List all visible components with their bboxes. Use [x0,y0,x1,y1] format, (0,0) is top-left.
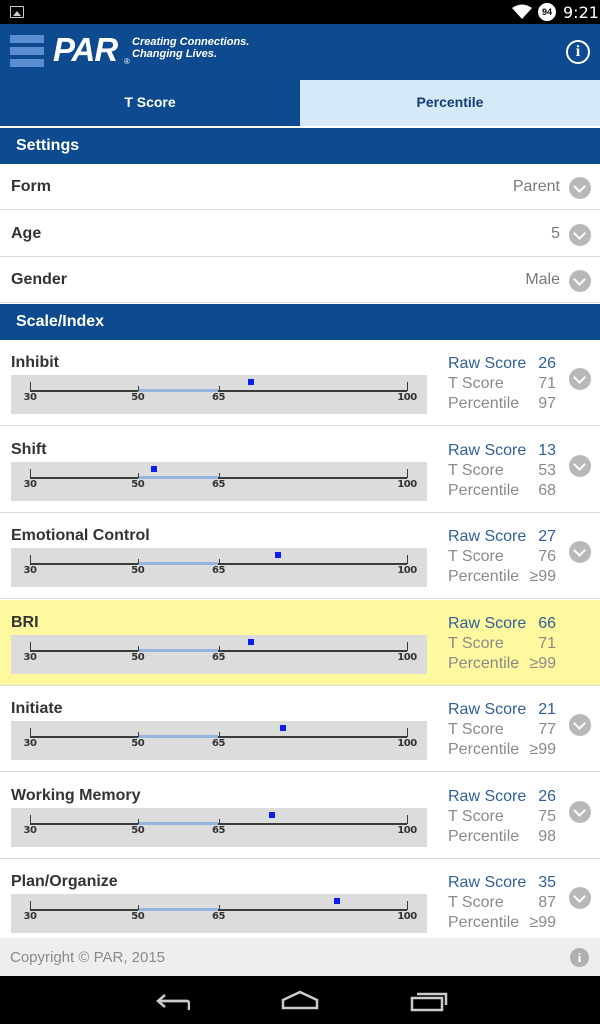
info-icon[interactable]: i [566,40,590,64]
back-icon[interactable] [154,990,190,1012]
raw-score-value: 13 [538,442,556,459]
axis-tick-label: 30 [23,392,37,403]
percentile-value: 98 [538,828,556,845]
axis-tick [30,642,31,651]
image-icon [10,6,24,18]
scale-bar [11,721,427,760]
score-summary [448,527,558,587]
chevron-down-icon[interactable] [569,455,591,477]
scale-bar [11,548,427,587]
setting-value: 5 [551,225,560,242]
axis-tick-label: 30 [23,479,37,490]
t-score-label: T Score [448,375,504,392]
axis-tick-label: 100 [397,738,417,749]
raw-score-label: Raw Score [448,528,527,545]
chevron-down-icon[interactable] [569,368,591,390]
tab-t-score[interactable]: T Score [124,94,176,110]
percentile-value: ≥99 [529,741,556,758]
axis-tick-label: 50 [131,392,145,403]
t-score-marker [269,812,275,818]
chevron-down-icon[interactable] [569,887,591,909]
logo-text: PAR [53,31,118,68]
raw-score-value: 27 [538,528,556,545]
average-range-band [138,562,219,565]
axis-tick-label: 100 [397,565,417,576]
axis-tick [219,905,220,910]
axis-tick [219,819,220,824]
axis-tick-label: 65 [212,825,225,836]
score-summary [448,787,558,847]
percentile-line [448,913,558,933]
t-score-value: 71 [538,375,556,392]
t-score-label: T Score [448,635,504,652]
raw-score-label: Raw Score [448,442,527,459]
raw-score-label: Raw Score [448,874,527,891]
t-score-label: T Score [448,721,504,738]
axis-tick [30,382,31,391]
average-range-band [138,822,219,825]
axis-tick [138,473,139,478]
average-range-band [138,389,219,392]
score-tabs [0,80,600,126]
axis-tick-label: 100 [397,652,417,663]
percentile-label: Percentile [448,482,520,499]
battery-icon: 94 [538,3,556,21]
percentile-line [448,827,558,847]
axis-tick [407,469,408,478]
axis-tick-label: 30 [23,738,37,749]
raw-score-line [448,354,558,374]
t-score-marker [280,725,286,731]
axis-tick-label: 100 [397,911,417,922]
setting-label: Form [11,178,51,195]
raw-score-line [448,700,558,720]
logo-tagline [132,36,262,60]
t-score-line [448,374,558,394]
average-range-band [138,649,219,652]
axis-tick [219,386,220,391]
percentile-label: Percentile [448,914,520,931]
average-range-band [138,476,219,479]
t-score-marker [248,379,254,385]
t-score-value: 76 [538,548,556,565]
axis-tick-label: 65 [212,738,225,749]
t-score-value: 87 [538,894,556,911]
setting-label: Gender [11,271,68,288]
percentile-value: ≥99 [529,568,556,585]
score-summary [448,354,558,414]
axis-tick-label: 50 [131,565,145,576]
chevron-down-icon[interactable] [569,801,591,823]
percentile-line [448,654,558,674]
tagline-line-1: Creating Connections. [132,36,250,48]
system-nav-bar [0,976,600,1024]
axis-tick-label: 65 [212,565,225,576]
raw-score-value: 26 [538,355,556,372]
percentile-line [448,740,558,760]
raw-score-value: 35 [538,874,556,891]
home-icon[interactable] [281,990,319,1010]
scale-row[interactable] [0,427,600,513]
axis-tick [219,732,220,737]
t-score-line [448,893,558,913]
t-score-label: T Score [448,548,504,565]
scale-row[interactable] [0,686,600,772]
score-summary [448,441,558,501]
axis-tick-label: 50 [131,911,145,922]
t-score-label: T Score [448,808,504,825]
axis-tick-label: 50 [131,652,145,663]
scale-name: Initiate [11,700,63,717]
copyright-text: Copyright © PAR, 2015 [10,949,166,966]
raw-score-label: Raw Score [448,355,527,372]
axis-tick-label: 65 [212,479,225,490]
footer [0,938,600,976]
average-range-band [138,908,219,911]
axis-tick-label: 30 [23,652,37,663]
chevron-down-icon[interactable] [569,224,591,246]
status-bar [0,0,600,24]
t-score-line [448,461,558,481]
percentile-line [448,481,558,501]
scale-bar [11,375,427,414]
axis-tick-label: 30 [23,565,37,576]
chevron-down-icon[interactable] [569,714,591,736]
tab-percentile[interactable]: Percentile [300,80,600,126]
axis-tick [407,642,408,651]
scale-name: Inhibit [11,354,59,371]
scale-name: Working Memory [11,787,141,804]
setting-label: Age [11,225,42,242]
raw-score-value: 26 [538,788,556,805]
percentile-label: Percentile [448,741,520,758]
t-score-marker [151,466,157,472]
average-range-band [138,735,219,738]
menu-icon[interactable] [10,35,44,69]
score-summary [448,614,558,674]
axis-tick [30,469,31,478]
score-summary [448,700,558,760]
raw-score-line [448,873,558,893]
t-score-value: 53 [538,462,556,479]
axis-tick-label: 100 [397,392,417,403]
percentile-value: ≥99 [529,655,556,672]
raw-score-value: 66 [538,615,556,632]
t-score-label: T Score [448,894,504,911]
raw-score-line [448,527,558,547]
t-score-marker [248,639,254,645]
raw-score-line [448,787,558,807]
axis-tick-label: 30 [23,911,37,922]
recent-apps-icon[interactable] [410,990,448,1012]
setting-row-form[interactable] [0,164,600,210]
logo-registered: ® [124,57,130,66]
percentile-value: 97 [538,395,556,412]
t-score-value: 75 [538,808,556,825]
axis-tick [138,386,139,391]
percentile-label: Percentile [448,655,520,672]
axis-tick [219,559,220,564]
percentile-label: Percentile [448,395,520,412]
chevron-down-icon[interactable] [569,177,591,199]
axis-tick [30,728,31,737]
t-score-line [448,720,558,740]
percentile-value: ≥99 [529,914,556,931]
scale-bar [11,894,427,933]
axis-tick [138,905,139,910]
axis-tick [30,555,31,564]
axis-tick [407,901,408,910]
axis-tick-label: 65 [212,911,225,922]
scale-index-header: Scale/Index [0,304,600,340]
axis-tick-label: 30 [23,825,37,836]
percentile-label: Percentile [448,568,520,585]
axis-tick [407,728,408,737]
score-summary [448,873,558,933]
raw-score-label: Raw Score [448,615,527,632]
raw-score-line [448,614,558,634]
setting-row-gender[interactable] [0,257,600,303]
app-header [0,24,600,80]
percentile-value: 68 [538,482,556,499]
axis-tick [138,646,139,651]
axis-tick-label: 100 [397,825,417,836]
wifi-icon [512,4,532,20]
raw-score-line [448,441,558,461]
raw-score-label: Raw Score [448,788,527,805]
axis-tick [30,901,31,910]
raw-score-label: Raw Score [448,701,527,718]
scale-bar [11,635,427,674]
chevron-down-icon[interactable] [569,541,591,563]
scale-name: Shift [11,441,47,458]
scale-row[interactable] [0,859,600,945]
status-time: 9:21 [563,3,599,22]
axis-tick-label: 50 [131,825,145,836]
t-score-marker [275,552,281,558]
t-score-line [448,807,558,827]
raw-score-value: 21 [538,701,556,718]
scale-row[interactable] [0,773,600,859]
axis-tick-label: 65 [212,392,225,403]
setting-value: Male [525,271,560,288]
t-score-value: 71 [538,635,556,652]
scale-name: Plan/Organize [11,873,118,890]
t-score-value: 77 [538,721,556,738]
scale-bar [11,462,427,501]
info-icon[interactable]: i [570,948,589,967]
settings-header: Settings [0,128,600,164]
axis-tick [407,555,408,564]
setting-row-age[interactable] [0,211,600,257]
axis-tick-label: 100 [397,479,417,490]
chevron-down-icon[interactable] [569,270,591,292]
t-score-line [448,634,558,654]
axis-tick [219,473,220,478]
percentile-line [448,394,558,414]
axis-tick [407,815,408,824]
axis-tick [138,819,139,824]
axis-tick [138,732,139,737]
tagline-line-2: Changing Lives. [132,48,217,60]
axis-tick [407,382,408,391]
percentile-label: Percentile [448,828,520,845]
axis-tick [30,815,31,824]
t-score-marker [334,898,340,904]
scale-row [0,600,600,686]
scale-row[interactable] [0,513,600,599]
scale-row[interactable] [0,340,600,426]
axis-tick-label: 65 [212,652,225,663]
setting-value: Parent [512,178,560,195]
scale-name: BRI [11,614,39,631]
t-score-label: T Score [448,462,504,479]
scale-bar [11,808,427,847]
percentile-line [448,567,558,587]
axis-tick [219,646,220,651]
scale-name: Emotional Control [11,527,150,544]
axis-tick-label: 50 [131,479,145,490]
axis-tick [138,559,139,564]
axis-tick-label: 50 [131,738,145,749]
t-score-line [448,547,558,567]
